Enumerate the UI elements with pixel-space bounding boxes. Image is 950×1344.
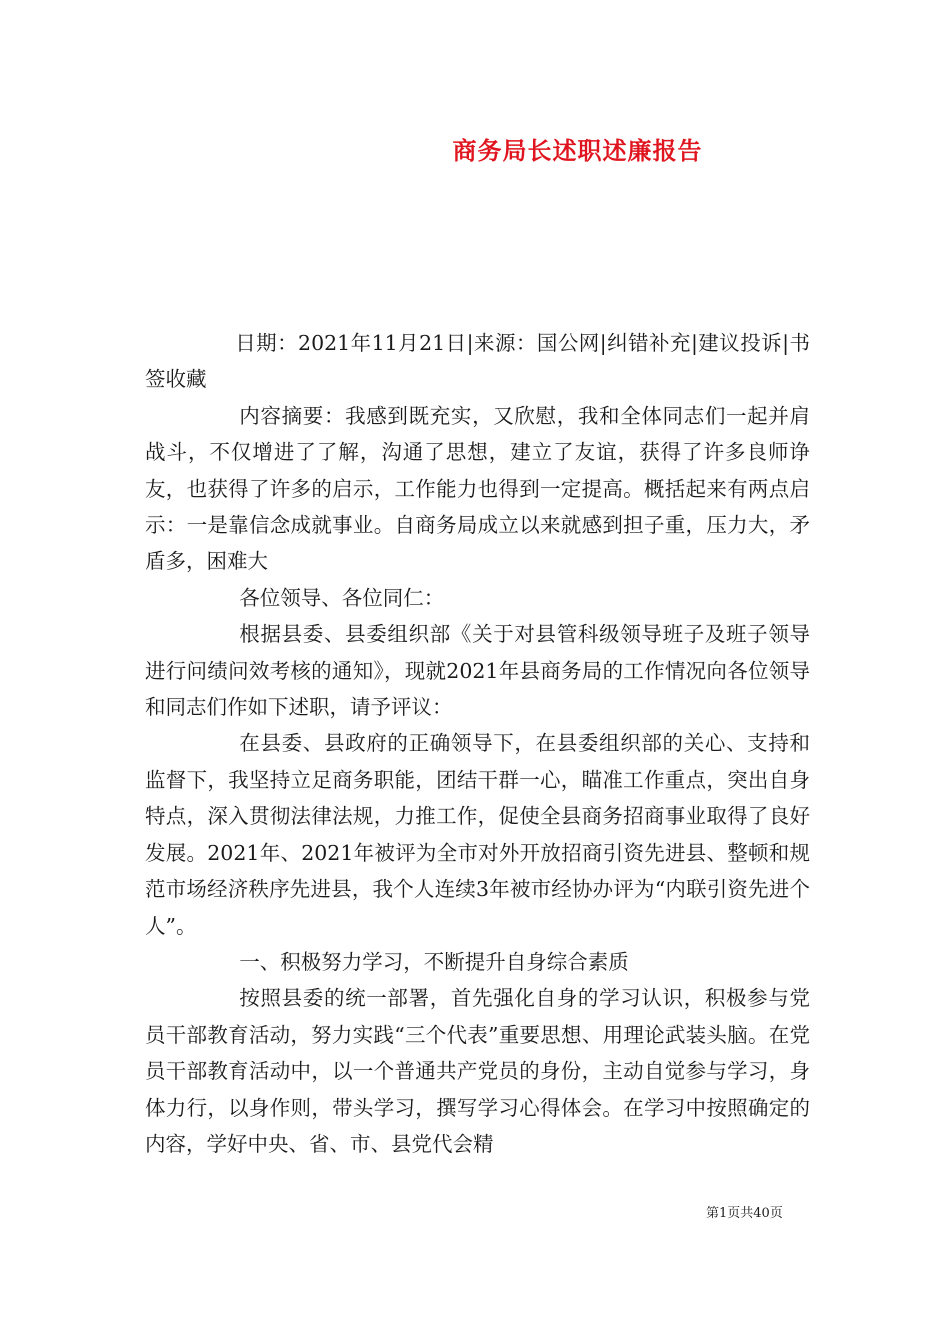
meta-line: 日期：2021年11月21日|来源：国公网|纠错补充|建议投诉|书签收藏 (145, 331, 810, 392)
intro-paragraph: 根据县委、县委组织部《关于对县管科级领导班子及班子领导进行问绩问效考核的通知》，现就2021年县商务局的工作情况向各位领导和同志们作如下述职，请予评议： (145, 622, 810, 720)
salutation: 各位领导、各位同仁： (239, 585, 445, 610)
summary-paragraph: 内容摘要：我感到既充实，又欣慰，我和全体同志们一起并肩战斗，不仅增进了了解，沟通了思想，建立了友谊，获得了许多良师诤友，也获得了许多的启示，工作能力也得到一定提高。概括起来有两点启示：一是靠信念成就事业。自商务局成立以来就感到担子重，压力大，矛盾多，困难大 (145, 403, 810, 574)
page-number: 第1页共40页 (706, 1206, 783, 1221)
document-body (145, 325, 810, 1162)
section-heading-1: 一、积极努力学习，不断提升自身综合素质 (239, 949, 629, 974)
study-paragraph: 按照县委的统一部署，首先强化自身的学习认识，积极参与党员干部教育活动，努力实践“三个代表”重要思想、用理论武装头脑。在党员干部教育活动中，以一个普通共产党员的身份，主动自觉参与学习，身体力行，以身作则，带头学习，撰写学习心得体会。在学习中按照确定的内容，学好中央、省、市、县党代会精 (145, 986, 810, 1156)
overview-paragraph: 在县委、县政府的正确领导下，在县委组织部的关心、支持和监督下，我坚持立足商务职能，团结干群一心，瞄准工作重点，突出自身特点，深入贯彻法律法规，力推工作，促使全县商务招商事业取得了良好发展。2021年、2021年被评为全市对外开放招商引资先进县、整顿和规范市场经济秩序先进县，我个人连续3年被市经协办评为“内联引资先进个人”。 (145, 731, 810, 938)
document-title: 商务局长述职述廉报告 (452, 136, 703, 165)
